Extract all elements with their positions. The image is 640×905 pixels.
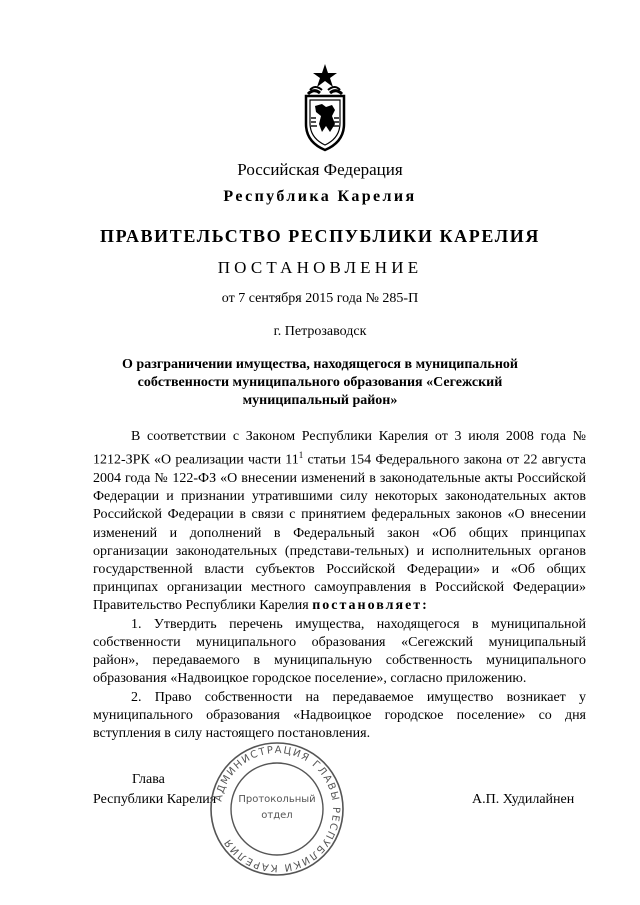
preamble-paragraph [93, 428, 586, 616]
subject-line: собственности муниципального образования «Сегежский [137, 375, 503, 390]
decree-word: постановляет: [312, 598, 429, 614]
republic-name: Республика Карелия [223, 188, 417, 205]
signatory-title: Глава [132, 772, 165, 787]
document-body [93, 428, 586, 743]
stamp-ring-text: АДМИНИСТРАЦИЯ ГЛАВЫ РЕСПУБЛИКИ КАРЕЛИЯ [213, 744, 342, 874]
government-title: ПРАВИТЕЛЬСТВО РЕСПУБЛИКИ КАРЕЛИЯ [100, 226, 540, 246]
item-paragraph: 1. Утвердить перечень имущества, находящегося в муниципальной собственности муниципального образования «Сегежский муниципальный район», передаваемого в муниципальную собственность муниципального образования «Надвоицкое городское поселение», согласно приложению. [93, 616, 586, 687]
document-subject [120, 356, 520, 410]
city-name: г. Петрозаводск [273, 324, 367, 339]
official-stamp-icon [208, 740, 346, 878]
country-name: Российская Федерация [237, 160, 403, 179]
preamble-text-rest: статьи 154 Федерального закона от 22 августа 2004 года № 122-ФЗ «О внесении изменений в законодательные акты Российской Федерации и признании утратившими силу некоторых законодательных актов Российской Федерации в связи с принятием федеральных законов «О внесении изменений и дополнений в Федеральный закон «Об общих принципах организации законодательных (представи-тельных) и исполнительных органов государственной власти субъектов Российской Федерации» и «Об общих принципах организации местного самоуправления в Российской Федерации» Правительство Республики Карелия [93, 452, 586, 614]
document-type: ПОСТАНОВЛЕНИЕ [217, 258, 423, 277]
signatory-name: А.П. Худилайнен [472, 792, 575, 807]
date-number: от 7 сентября 2015 года № 285-П [221, 291, 419, 306]
subject-line: муниципальный район» [242, 393, 398, 408]
coat-of-arms-icon [300, 60, 350, 154]
superscript: 1 [298, 450, 304, 461]
subject-line: О разграничении имущества, находящегося в муниципальной [122, 357, 518, 372]
signatory-title-line2: Республики Карелия [93, 792, 217, 807]
stamp-inner-text: Протокольный [238, 794, 316, 805]
item-paragraph: 2. Право собственности на передаваемое имущество возникает у муниципального образования «Надвоицкое городское поселение» со дня вступления в силу настоящего постановления. [93, 689, 586, 741]
preamble-text: В соответствии с Законом Республики Карелия от 3 июля 2008 года № 1212-ЗРК «О реализации части 11 [93, 429, 586, 468]
stamp-inner-text-2: отдел [261, 810, 293, 821]
